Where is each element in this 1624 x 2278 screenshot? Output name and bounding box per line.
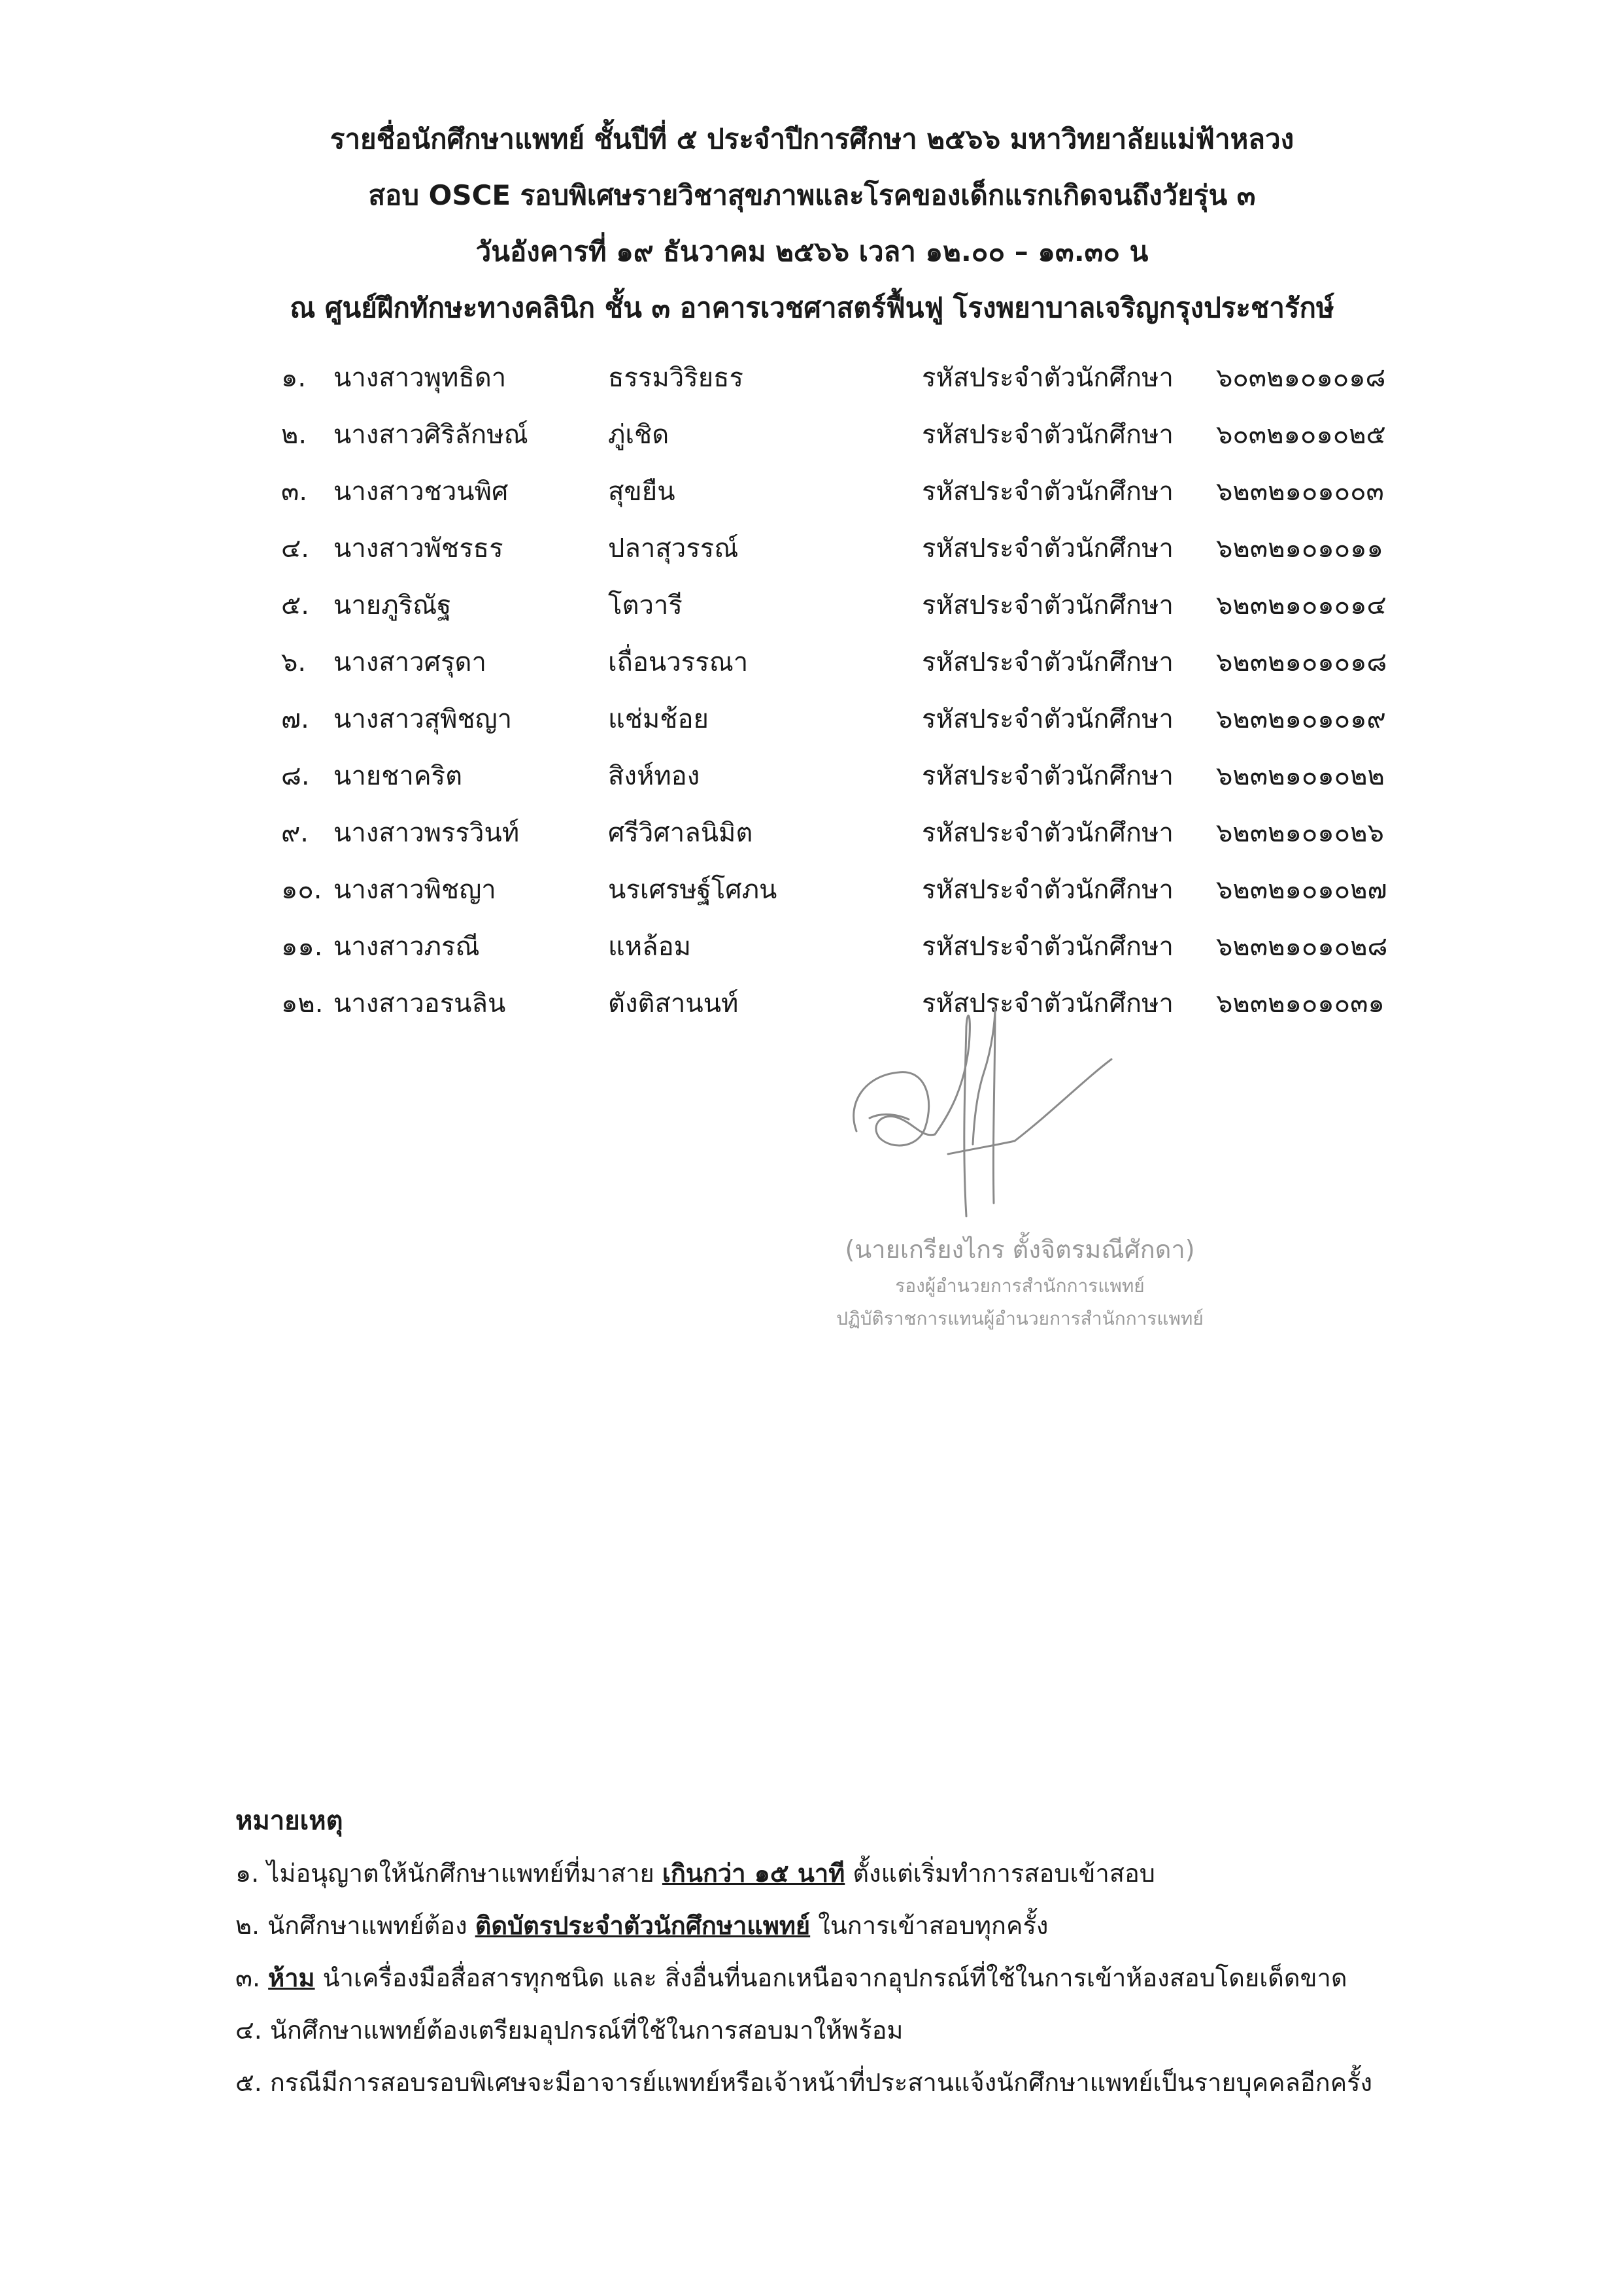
student-number: ๓. [281, 477, 308, 507]
student-name: นางสาวศรุดา [333, 647, 486, 677]
student-id: ๖๒๓๒๑๐๑๐๑๙ [1216, 704, 1386, 734]
student-name: นางสาวภรณี [333, 932, 480, 962]
student-id: ๖๒๓๒๑๐๑๐๒๖ [1216, 818, 1384, 848]
student-surname: ภู่เชิด [608, 420, 669, 450]
student-id: ๖๐๓๒๑๐๑๐๑๘ [1216, 363, 1386, 393]
student-name: นางสาวพัชรธร [333, 534, 503, 564]
student-name: นางสาวพรรวินท์ [333, 818, 520, 848]
note-text: นำเครื่องมือสื่อสารทุกชนิด และ สิ่งอื่นที่นอกเหนือจากอุปกรณ์ที่ใช้ในการเข้าห้องสอบโดยเด็ดขาด [314, 1964, 1347, 1992]
note-text: ตั้งแต่เริ่มทำการสอบเข้าสอบ [845, 1859, 1155, 1888]
student-row [281, 577, 1458, 634]
student-surname: แหล้อม [608, 932, 692, 962]
student-surname: เถื่อนวรรณา [608, 647, 749, 677]
student-surname: ปลาสุวรรณ์ [608, 534, 739, 564]
student-id-label: รหัสประจำตัวนักศึกษา [922, 590, 1174, 620]
signer-subtitle: ปฏิบัติราชการแทนผู้อำนวยการสำนักการแพทย์ [836, 1308, 1204, 1329]
student-number: ๒. [281, 420, 307, 450]
student-list [281, 350, 1458, 1032]
student-id: ๖๒๓๒๑๐๑๐๓๑ [1216, 989, 1385, 1019]
note-emphasis: ติดบัตรประจำตัวนักศึกษาแพทย์ [475, 1911, 811, 1940]
student-id-label: รหัสประจำตัวนักศึกษา [922, 932, 1174, 962]
student-name: นางสาวพิชญา [333, 875, 496, 905]
student-number: ๑๑. [281, 932, 323, 962]
note-text: ๒. นักศึกษาแพทย์ต้อง [235, 1911, 475, 1940]
student-id-label: รหัสประจำตัวนักศึกษา [922, 534, 1174, 564]
student-id-label: รหัสประจำตัวนักศึกษา [922, 420, 1174, 450]
student-row [281, 691, 1458, 748]
student-id: ๖๒๓๒๑๐๑๐๒๗ [1216, 875, 1387, 905]
student-surname: แช่มช้อย [608, 704, 709, 734]
student-row [281, 919, 1458, 976]
student-name: นายภูริณัฐ [333, 590, 452, 620]
header-line-2: สอบ OSCE รอบพิเศษรายวิชาสุขภาพและโรคของเด็กแรกเกิดจนถึงวัยรุ่น ๓ [368, 179, 1256, 211]
student-id-label: รหัสประจำตัวนักศึกษา [922, 875, 1174, 905]
student-id: ๖๒๓๒๑๐๑๐๑๘ [1216, 647, 1387, 677]
student-id-label: รหัสประจำตัวนักศึกษา [922, 704, 1174, 734]
note-item-1 [235, 1847, 1556, 1899]
student-id: ๖๐๓๒๑๐๑๐๒๕ [1216, 420, 1386, 450]
student-id-label: รหัสประจำตัวนักศึกษา [922, 989, 1174, 1019]
signature-image [843, 1007, 1118, 1229]
student-row [281, 464, 1458, 520]
student-number: ๕. [281, 590, 309, 620]
student-surname: ศรีวิศาลนิมิต [608, 818, 753, 848]
student-row [281, 407, 1458, 464]
student-name: นางสาวศิริลักษณ์ [333, 420, 528, 450]
student-id: ๖๒๓๒๑๐๑๐๒๘ [1216, 932, 1388, 962]
student-number: ๖. [281, 647, 307, 677]
student-number: ๑. [281, 363, 307, 393]
note-emphasis: ห้าม [268, 1964, 315, 1992]
student-name: นายชาคริต [333, 761, 463, 791]
student-surname: ตังติสานนท์ [608, 989, 739, 1019]
student-row [281, 634, 1458, 691]
header-line-4: ณ ศูนย์ฝึกทักษะทางคลินิก ชั้น ๓ อาคารเวชศาสตร์ฟื้นฟู โรงพยาบาลเจริญกรุงประชารักษ์ [290, 292, 1334, 324]
student-id: ๖๒๓๒๑๐๑๐๑๔ [1216, 590, 1387, 620]
student-surname: สุขยืน [608, 477, 675, 507]
student-surname: ธรรมวิริยธร [608, 363, 744, 393]
header-line-3: วันอังคารที่ ๑๙ ธันวาคม ๒๕๖๖ เวลา ๑๒.๐๐ – ๑๓.๓๐ น [475, 235, 1149, 267]
student-id-label: รหัสประจำตัวนักศึกษา [922, 363, 1174, 393]
notes-title: หมายเหตุ [235, 1806, 343, 1836]
document-header [0, 111, 1624, 336]
student-name: นางสาวพุทธิดา [333, 363, 507, 393]
note-emphasis: เกินกว่า ๑๕ นาที [662, 1859, 845, 1888]
header-line-1: รายชื่อนักศึกษาแพทย์ ชั้นปีที่ ๕ ประจำปีการศึกษา ๒๕๖๖ มหาวิทยาลัยแม่ฟ้าหลวง [330, 123, 1294, 155]
student-id-label: รหัสประจำตัวนักศึกษา [922, 477, 1174, 507]
student-number: ๔. [281, 534, 309, 564]
signer-name: (นายเกรียงไกร ตั้งจิตรมณีศักดา) [845, 1235, 1195, 1264]
student-number: ๘. [281, 761, 310, 791]
student-number: ๗. [281, 704, 309, 734]
student-id-label: รหัสประจำตัวนักศึกษา [922, 818, 1174, 848]
note-item-3 [235, 1952, 1556, 2004]
note-text: ๑. ไม่อนุญาตให้นักศึกษาแพทย์ที่มาสาย [235, 1859, 662, 1888]
note-text: ในการเข้าสอบทุกครั้ง [810, 1911, 1049, 1940]
note-item-4: ๔. นักศึกษาแพทย์ต้องเตรียมอุปกรณ์ที่ใช้ในการสอบมาให้พร้อม [235, 2016, 904, 2045]
student-id: ๖๒๓๒๑๐๑๐๐๓ [1216, 477, 1384, 507]
student-name: นางสาวอรนลิน [333, 989, 506, 1019]
student-row [281, 350, 1458, 407]
student-number: ๑๐. [281, 875, 322, 905]
student-row [281, 862, 1458, 919]
student-number: ๑๒. [281, 989, 324, 1019]
student-surname: โตวารี [608, 590, 683, 620]
student-row [281, 520, 1458, 577]
student-id-label: รหัสประจำตัวนักศึกษา [922, 761, 1174, 791]
student-row [281, 748, 1458, 805]
notes-section [235, 1795, 1556, 2109]
student-number: ๙. [281, 818, 309, 848]
student-id: ๖๒๓๒๑๐๑๐๑๑ [1216, 534, 1383, 564]
student-surname: สิงห์ทอง [608, 761, 700, 791]
student-surname: นรเศรษฐ์โศภน [608, 875, 777, 905]
student-row [281, 805, 1458, 862]
student-id-label: รหัสประจำตัวนักศึกษา [922, 647, 1174, 677]
student-name: นางสาวชวนพิศ [333, 477, 509, 507]
note-item-2 [235, 1899, 1556, 1952]
note-item-5: ๕. กรณีมีการสอบรอบพิเศษจะมีอาจารย์แพทย์หรือเจ้าหน้าที่ประสานแจ้งนักศึกษาแพทย์เป็นรายบุคคลอีกครั้ง [235, 2068, 1373, 2097]
student-id: ๖๒๓๒๑๐๑๐๒๒ [1216, 761, 1385, 791]
signer-title: รองผู้อำนวยการสำนักการแพทย์ [895, 1275, 1145, 1297]
note-text: ๓. [235, 1964, 269, 1992]
student-name: นางสาวสุพิชญา [333, 704, 513, 734]
